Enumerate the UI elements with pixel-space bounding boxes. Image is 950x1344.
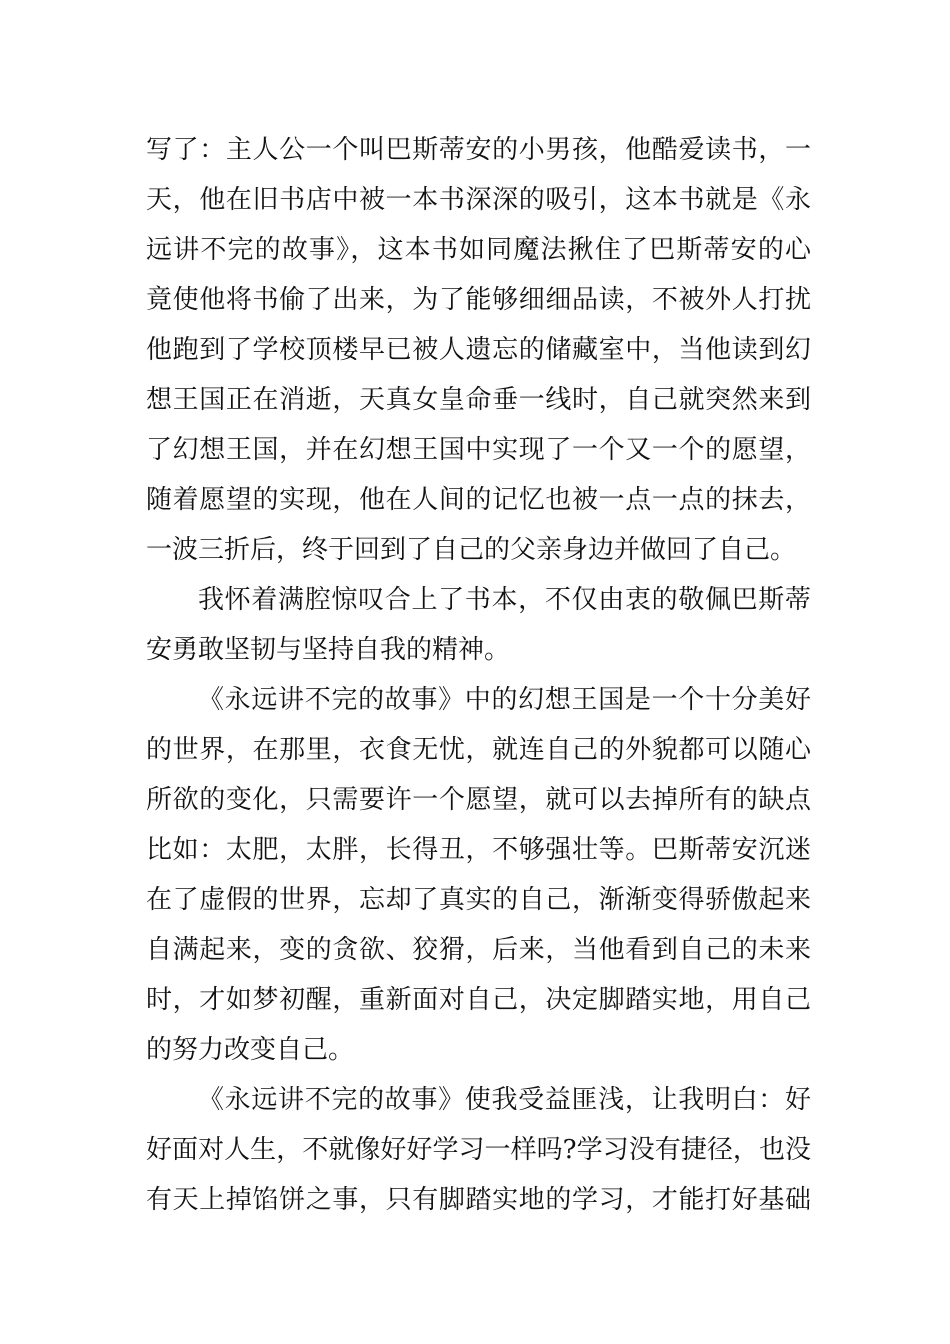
text-line: 安勇敢坚韧与坚持自我的精神。: [146, 635, 511, 665]
text-line: 写了：主人公一个叫巴斯蒂安的小男孩，他酷爱读书，一: [146, 135, 811, 165]
text-line: 了幻想王国，并在幻想王国中实现了一个又一个的愿望，: [146, 435, 811, 465]
text-line: 在了虚假的世界，忘却了真实的自己，渐渐变得骄傲起来: [146, 885, 811, 915]
text-line: 我怀着满腔惊叹合上了书本，不仅由衷的敬佩巴斯蒂: [198, 585, 811, 615]
text-line: 所欲的变化，只需要许一个愿望，就可以去掉所有的缺点: [146, 785, 811, 815]
text-line: 比如：太肥，太胖，长得丑，不够强壮等。巴斯蒂安沉迷: [146, 835, 811, 865]
text-line: 有天上掉馅饼之事，只有脚踏实地的学习，才能打好基础: [146, 1185, 811, 1215]
text-line: 一波三折后，终于回到了自己的父亲身边并做回了自己。: [146, 535, 797, 565]
text-line: 他跑到了学校顶楼早已被人遗忘的储藏室中，当他读到幻: [146, 335, 811, 365]
text-line: 《永远讲不完的故事》中的幻想王国是一个十分美好: [198, 685, 811, 715]
text-line: 《永远讲不完的故事》使我受益匪浅，让我明白：好: [198, 1085, 811, 1115]
text-line: 天，他在旧书店中被一本书深深的吸引，这本书就是《永: [146, 185, 811, 215]
body-text: [146, 125, 811, 1225]
text-line: 好面对人生，不就像好好学习一样吗?学习没有捷径，也没: [146, 1135, 811, 1165]
text-line: 时，才如梦初醒，重新面对自己，决定脚踏实地，用自己: [146, 985, 811, 1015]
text-line: 的世界，在那里，衣食无忧，就连自己的外貌都可以随心: [146, 735, 811, 765]
text-line: 随着愿望的实现，他在人间的记忆也被一点一点的抹去，: [146, 485, 811, 515]
text-line: 想王国正在消逝，天真女皇命垂一线时，自己就突然来到: [146, 385, 811, 415]
text-line: 竟使他将书偷了出来，为了能够细细品读，不被外人打扰: [146, 285, 811, 315]
text-line: 自满起来，变的贪欲、狡猾，后来，当他看到自己的未来: [146, 935, 811, 965]
text-line: 远讲不完的故事》，这本书如同魔法揪住了巴斯蒂安的心: [146, 235, 811, 265]
text-line: 的努力改变自己。: [146, 1035, 355, 1065]
